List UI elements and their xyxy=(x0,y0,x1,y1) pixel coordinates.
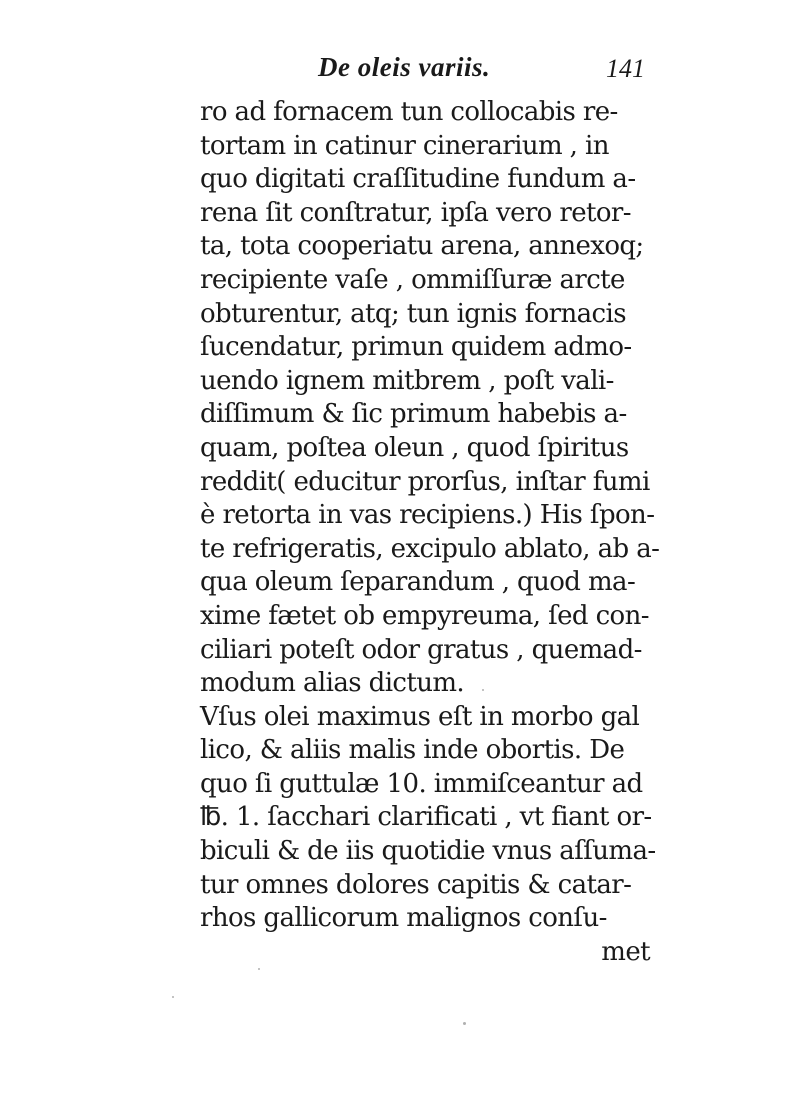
text-line: reddit( educitur prorſus, inſtar fumi xyxy=(200,466,650,497)
text-line: biculi & de iis quotidie vnus aſſuma- xyxy=(200,836,656,867)
body-text xyxy=(200,96,670,969)
catchword: met xyxy=(601,936,650,967)
text-line: xime fætet ob empyreuma, ſed con- xyxy=(200,600,649,631)
text-line: qua oleum ſeparandum , quod ma- xyxy=(200,567,636,598)
page-number: 141 xyxy=(606,54,645,83)
text-line: rena ſit conſtratur, ipſa vero retor- xyxy=(200,197,631,228)
text-line: quo digitati craſſitudine fundum a- xyxy=(200,164,636,195)
ink-speck xyxy=(258,968,260,970)
text-line: tortam in catinur cinerarium , in xyxy=(200,130,609,161)
text-line: recipiente vaſe , ommiſſuræ arcte xyxy=(200,264,625,295)
text-line: quam, poſtea oleun , quod ſpiritus xyxy=(200,432,629,463)
text-line: ℔. 1. ſacchari clarificati , vt fiant or- xyxy=(200,802,652,833)
text-line: modum alias dictum. xyxy=(200,668,465,699)
text-line: diſſimum & ſic primum habebis a- xyxy=(200,399,627,430)
text-line: è retorta in vas recipiens.) His ſpon- xyxy=(200,500,655,531)
ink-speck xyxy=(463,1022,466,1025)
text-line: ta, tota cooperiatu arena, annexoq; xyxy=(200,231,644,262)
running-title: De oleis variis. xyxy=(318,52,491,82)
text-line: uendo ignem mitbrem , poſt vali- xyxy=(200,365,614,396)
text-line: te refrigeratis, excipulo ablato, ab a- xyxy=(200,533,660,564)
text-line: ro ad fornacem tun collocabis re- xyxy=(200,97,618,127)
ink-speck xyxy=(172,996,174,998)
text-line: lico, & aliis malis inde obortis. De xyxy=(200,735,625,766)
text-line: tur omnes dolores capitis & catar- xyxy=(200,869,632,900)
running-head xyxy=(200,52,655,92)
text-line: ſucendatur, primun quidem admo- xyxy=(200,332,632,363)
ink-speck xyxy=(482,689,484,691)
text-line: obturentur, atq; tun ignis fornacis xyxy=(200,298,626,329)
text-line: quo ſi guttulæ 10. immiſceantur ad xyxy=(200,768,643,799)
text-line: ciliari poteſt odor gratus , quemad- xyxy=(200,634,642,665)
text-line: Vſus olei maximus eſt in morbo gal xyxy=(200,701,640,732)
text-line: rhos gallicorum malignos conſu- xyxy=(200,903,607,934)
